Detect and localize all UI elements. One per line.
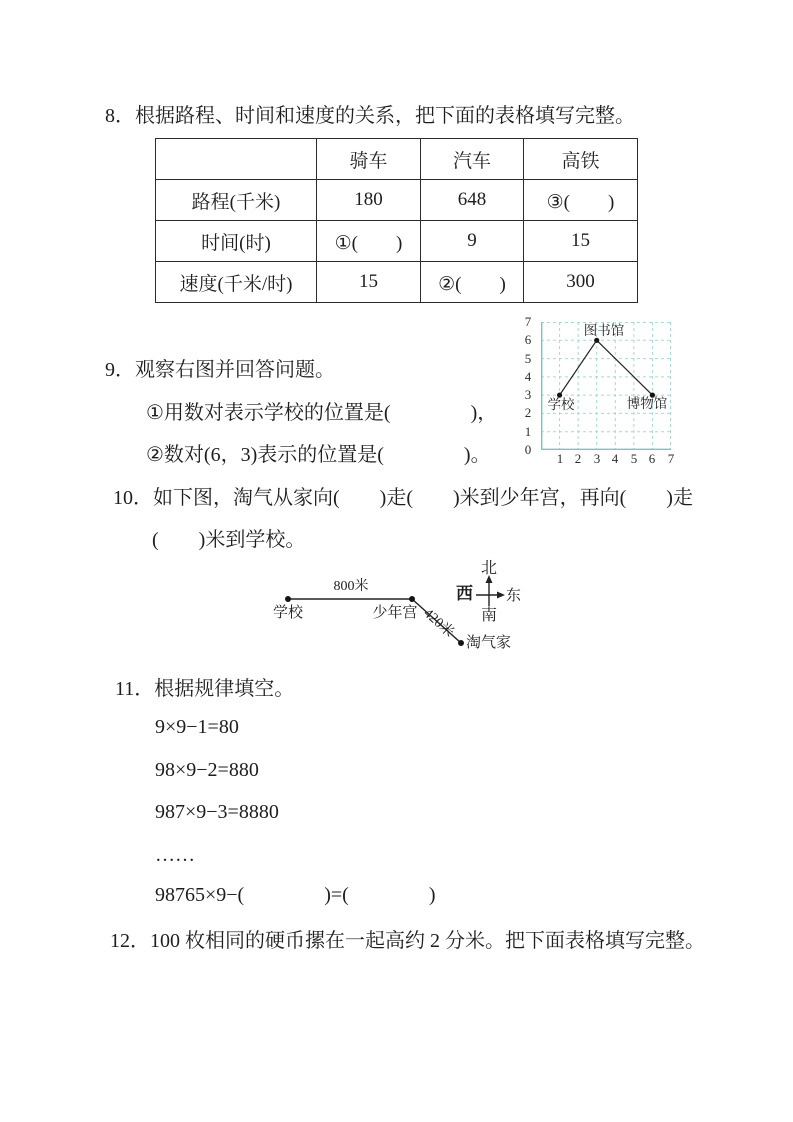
library-point-label: 图书馆 [583, 323, 625, 338]
axes-lines [541, 322, 671, 450]
y-axis-tick: 7 [524, 314, 532, 329]
q9-sub1: ①用数对表示学校的位置是( )， [146, 402, 498, 424]
q11-equation-1: 9×9−1=80 [155, 716, 239, 738]
distance-420-label: 420米 [420, 606, 457, 641]
q10-stem-line2: ( )米到学校。 [152, 529, 306, 551]
home-label: 淘气家 [466, 635, 512, 651]
q11-equation-2: 98×9−2=880 [155, 759, 259, 781]
q10-stem-line1: 10．如下图，淘气从家向( )走( )米到少年宫，再向( )走 [113, 487, 693, 509]
school-point-label: 学校 [547, 397, 575, 412]
y-axis-tick: 2 [524, 405, 532, 420]
compass-west-label: 西 [456, 584, 473, 603]
q8-header-train-cell: 高铁 [524, 139, 638, 180]
q9-sub2: ②数对(6，3)表示的位置是( )。 [146, 444, 491, 466]
x-axis-tick: 3 [593, 451, 601, 466]
q8-distance-bike-cell: 180 [317, 180, 421, 221]
q11-ellipsis: …… [155, 844, 195, 866]
q9-coordinate-grid-figure [520, 313, 700, 469]
q8-speed-car-blank-cell: ②( ) [421, 262, 524, 303]
y-axis-tick: 0 [524, 442, 532, 457]
q8-speed-train-cell: 300 [524, 262, 638, 303]
q8-distance-row [156, 180, 638, 221]
q8-header-bike-cell: 骑车 [317, 139, 421, 180]
x-axis-tick: 4 [611, 451, 619, 466]
q11-equation-3: 987×9−3=8880 [155, 801, 279, 823]
q11-stem: 11．根据规律填空。 [115, 678, 295, 700]
museum-point-label: 博物馆 [626, 396, 668, 411]
home-dot [458, 640, 464, 646]
y-axis-tick: 4 [524, 369, 532, 384]
points-connecting-line [560, 340, 653, 395]
grid-lines [541, 322, 671, 450]
y-axis-tick: 1 [524, 424, 532, 439]
compass-north-label: 北 [480, 560, 498, 577]
q8-speed-row [156, 262, 638, 303]
compass-east-label: 东 [506, 588, 522, 604]
q9-stem: 9．观察右图并回答问题。 [105, 359, 335, 381]
x-axis-tick: 5 [630, 451, 638, 466]
school-label: 学校 [272, 605, 304, 621]
q8-speed-label-cell: 速度(千米/时) [156, 262, 317, 303]
q8-header-car-cell: 汽车 [421, 139, 524, 180]
q8-header-empty-cell [156, 139, 317, 180]
q8-table [155, 138, 638, 303]
q8-distance-train-blank-cell: ③( ) [524, 180, 638, 221]
x-axis-tick: 7 [667, 451, 675, 466]
q10-route-diagram [255, 560, 565, 668]
q8-distance-label-cell: 路程(千米) [156, 180, 317, 221]
x-axis-tick: 2 [574, 451, 582, 466]
chart-plot-area [541, 322, 671, 450]
palace-label: 少年宫 [372, 605, 418, 621]
q8-time-bike-blank-cell: ①( ) [317, 221, 421, 262]
chart-grid-svg [541, 322, 671, 450]
compass-cross [476, 582, 498, 606]
compass-south-label: 南 [480, 607, 498, 624]
y-axis-tick: 5 [524, 351, 532, 366]
x-axis-tick: 1 [556, 451, 564, 466]
q8-time-train-cell: 15 [524, 221, 638, 262]
q11-equation-blank: 98765×9−( )=( ) [155, 884, 436, 906]
q8-time-label-cell: 时间(时) [156, 221, 317, 262]
y-axis-tick: 3 [524, 387, 532, 402]
q8-stem: 8．根据路程、时间和速度的关系，把下面的表格填写完整。 [105, 105, 635, 127]
y-axis-tick: 6 [524, 332, 532, 347]
q8-table-header-row [156, 139, 638, 180]
q8-distance-car-cell: 648 [421, 180, 524, 221]
q8-time-car-cell: 9 [421, 221, 524, 262]
x-axis-tick: 6 [648, 451, 656, 466]
q8-time-row [156, 221, 638, 262]
compass-east-arrow-icon [497, 592, 505, 599]
palace-dot [409, 596, 415, 602]
q12-stem: 12．100 枚相同的硬币摞在一起高约 2 分米。把下面表格填写完整。 [110, 930, 705, 952]
q8-speed-bike-cell: 15 [317, 262, 421, 303]
distance-800-label: 800米 [333, 579, 369, 594]
library-point-dot [594, 338, 599, 343]
school-dot [285, 596, 291, 602]
